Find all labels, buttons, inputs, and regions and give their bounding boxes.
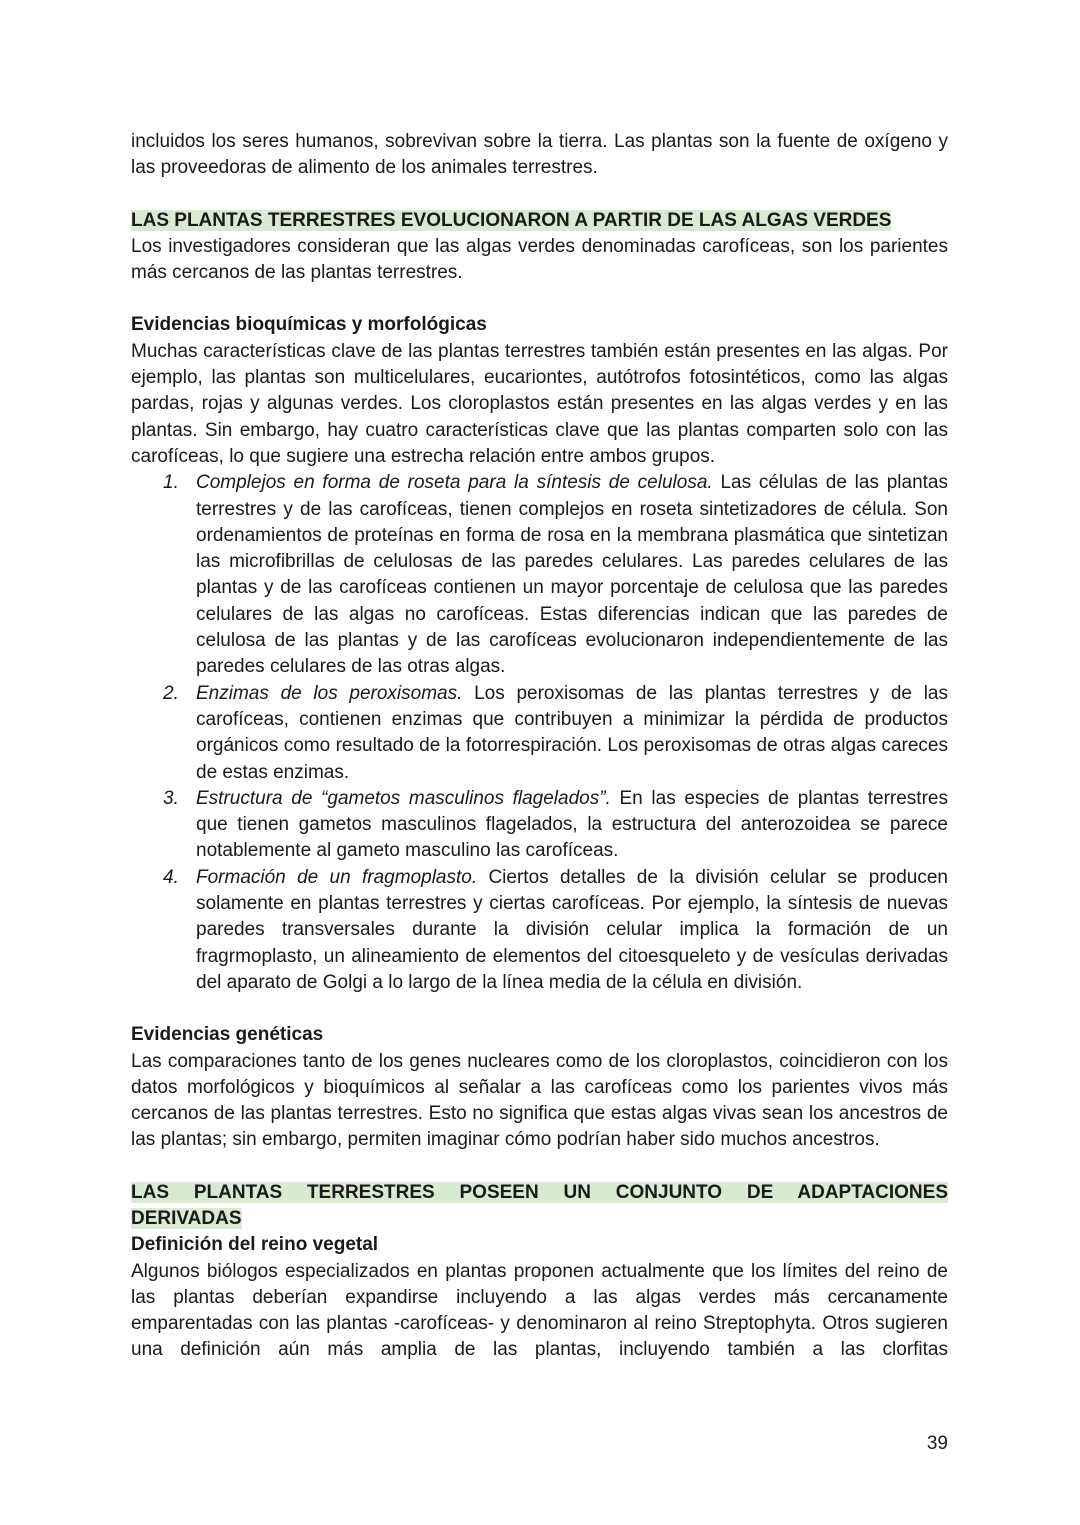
list-item-lead: Complejos en forma de roseta para la síntesis de celulosa.: [196, 472, 713, 494]
list-item-lead: Estructura de “gametos masculinos flagelados”.: [196, 787, 611, 809]
list-item-text: En las especies de plantas terrestres que tienen gametos masculinos flagelados, la estructura del anterozoidea se parece notablemente al gameto masculino las carofíceas.: [196, 787, 948, 862]
list-item: [131, 681, 948, 786]
spacer: [131, 286, 948, 312]
list-item-lead: Enzimas de los peroxisomas.: [196, 682, 463, 704]
list-item: [131, 786, 948, 865]
section-heading-evolution: [131, 208, 948, 234]
list-item-number: 3.: [163, 787, 179, 809]
section-heading-adaptations-line1: [131, 1180, 948, 1206]
list-item-text: Ciertos detalles de la división celular se producen solamente en plantas terrestres y ciertas carofíceas. Por ejemplo, la síntesis de nuevas paredes transversales durante la división celular implica la formación de un fragrmoplasto, un alineamiento de elementos del citoesqueleto y de vesículas derivadas del aparato de Golgi a lo largo de la línea media de la célula en división.: [196, 866, 948, 993]
document-page: [131, 129, 948, 1364]
section-heading-adaptations-line2: [131, 1206, 948, 1232]
spacer: [131, 1154, 948, 1180]
kingdom-definition-paragraph: Algunos biólogos especializados en plantas proponen actualmente que los límites del reino de las plantas deberían expandirse incluyendo a las algas verdes más cercanamente emparentadas con las plantas -carofíceas- y denominaron al reino Streptophyta. Otros sugieren una definición aún más amplia de las plantas, incluyendo también a las clorfitas: [131, 1260, 948, 1361]
section-heading-adaptations-text2: DERIVADAS: [131, 1207, 242, 1229]
characteristics-list: [131, 470, 948, 996]
genetic-paragraph: Las comparaciones tanto de los genes nucleares como de los cloroplastos, coincidieron con los datos morfológicos y bioquímicos al señalar a las carofíceas como los parientes vivos más cercanos de las plantas terrestres. Esto no significa que estas algas vivas sean los ancestros de las plantas; sin embargo, permiten imaginar cómo podrían haber sido muchos ancestros.: [131, 1050, 948, 1151]
section-heading-evolution-text: LAS PLANTAS TERRESTRES EVOLUCIONARON A PARTIR DE LAS ALGAS VERDES: [131, 209, 892, 231]
list-item-text: Las células de las plantas terrestres y de las carofíceas, tienen complejos en roseta sintetizadores de célula. Son ordenamientos de proteínas en forma de rosa en la membrana plasmática que sintetizan las microfibrillas de celulosas de las paredes celulares. Las paredes celulares de las plantas y de las carofíceas contienen un mayor porcentaje de celulosa que las paredes celulares de las algas no carofíceas. Estas diferencias indican que las paredes de celulosa de las plantas y de las carofíceas evolucionaron independientemente de las paredes celulares de las otras algas.: [196, 472, 948, 678]
biochemical-paragraph: Muchas características clave de las plantas terrestres también están presentes en las algas. Por ejemplo, las plantas son multicelulares, eucariontes, autótrofos fotosintéticos, como las algas pardas, rojas y algunas verdes. Los cloroplastos están presentes en las algas verdes y en las plantas. Sin embargo, hay cuatro características clave que las plantas comparten solo con las carofíceas, lo que sugiere una estrecha relación entre ambos grupos.: [131, 340, 948, 467]
section-evolution-paragraph: Los investigadores consideran que las algas verdes denominadas carofíceas, son los parientes más cercanos de las plantas terrestres.: [131, 235, 948, 284]
list-item-lead: Formación de un fragmoplasto.: [196, 866, 478, 888]
spacer: [131, 996, 948, 1022]
subheading-genetic-evidence: Evidencias genéticas: [131, 1024, 324, 1046]
subheading-kingdom-definition: Definición del reino vegetal: [131, 1234, 379, 1256]
list-item-number: 1.: [163, 472, 179, 494]
list-item-number: 4.: [163, 866, 179, 888]
subheading-biochemical-evidence: Evidencias bioquímicas y morfológicas: [131, 314, 487, 336]
list-item: [131, 470, 948, 680]
list-item-number: 2.: [163, 682, 179, 704]
intro-paragraph: incluidos los seres humanos, sobrevivan sobre la tierra. Las plantas son la fuente de oxígeno y las proveedoras de alimento de los animales terrestres.: [131, 131, 948, 179]
section-heading-adaptations-text1: LAS PLANTAS TERRESTRES POSEEN UN CONJUNTO DE ADAPTACIONES: [131, 1181, 948, 1203]
spacer: [131, 182, 948, 208]
page-number: 39: [926, 1433, 948, 1454]
list-item-text: Los peroxisomas de las plantas terrestres y de las carofíceas, contienen enzimas que contribuyen a minimizar la pérdida de productos orgánicos como resultado de la fotorrespiración. Los peroxisomas de otras algas careces de estas enzimas.: [196, 682, 948, 783]
list-item: [131, 865, 948, 996]
